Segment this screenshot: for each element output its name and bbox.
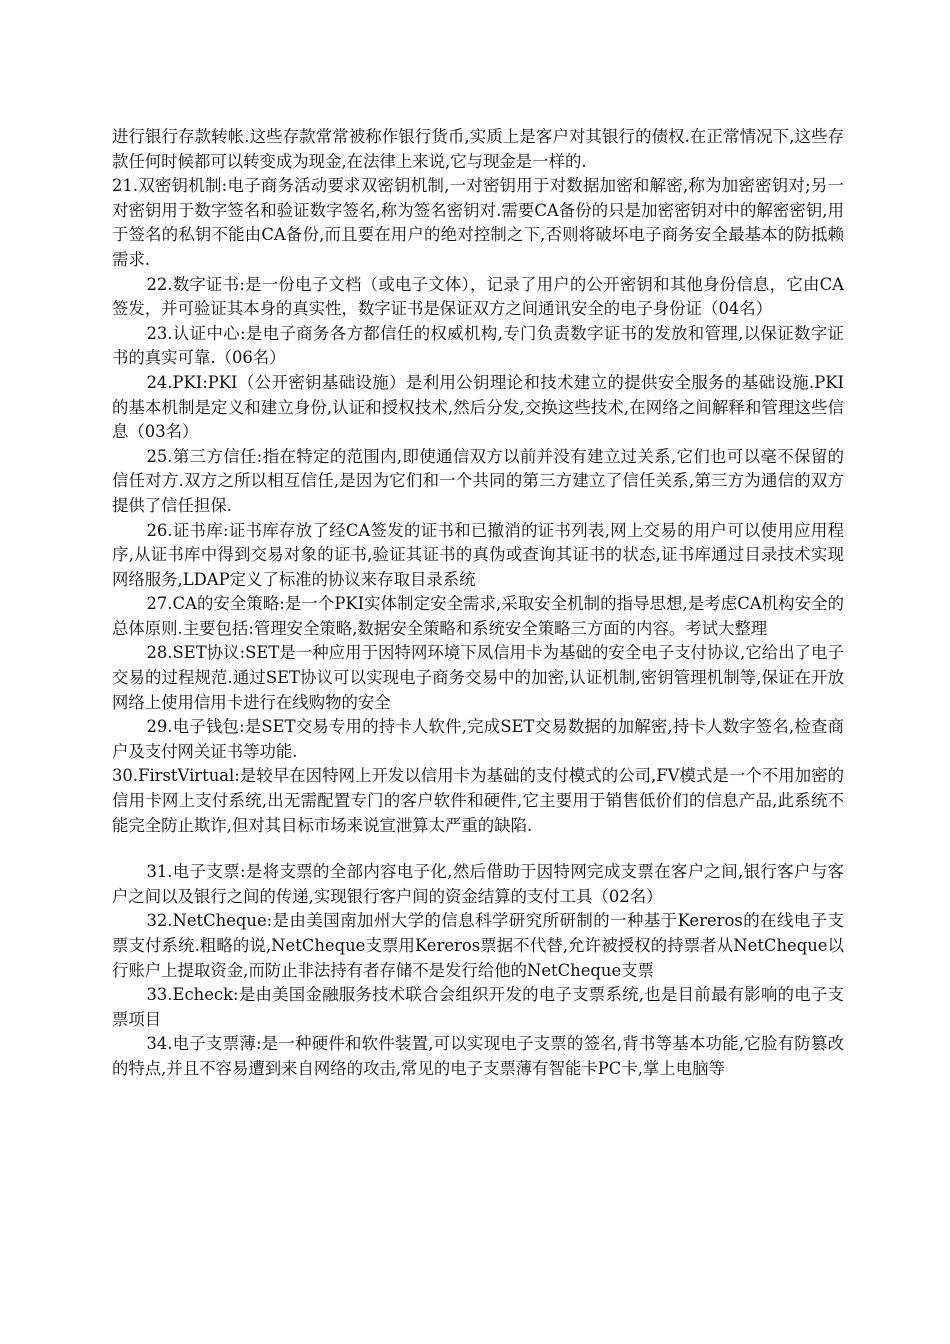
paragraph-26: 26.证书库:证书库存放了经CA签发的证书和已撤消的证书列表,网上交易的用户可以使用应用程序,从证书库中得到交易对象的证书,验证其证书的真伪或查询其证书的状态,证书库通过目录技术实现网络服务,LDAP定义了标准的协议来存取目录系统	[112, 520, 844, 589]
paragraph-33: 33.Echeck:是由美国金融服务技术联合会组织开发的电子支票系统,也是目前最有影响的电子支票项目	[112, 985, 844, 1029]
paragraph-27: 27.CA的安全策略:是一个PKI实体制定安全需求,采取安全机制的指导思想,是考虑CA机构安全的总体原则.主要包括:管理安全策略,数据安全策略和系统安全策略三方面的内容。考试大整理	[112, 594, 844, 638]
paragraph-25: 25.第三方信任:指在特定的范围内,即使通信双方以前并没有建立过关系,它们也可以毫不保留的信任对方.双方之所以相互信任,是因为它们和一个共同的第三方建立了信任关系,第三方为通信的双方提供了信任担保.	[112, 446, 844, 515]
paragraph-32: 32.NetCheque:是由美国南加州大学的信息科学研究所研制的一种基于Kereros的在线电子支票支付系统.粗略的说,NetCheque支票用Kereros票据不代替,允许被授权的持票者从NetCheque以行账户上提取资金,而防止非法持有者存储不是发行给他的NetCheque支票	[112, 911, 844, 980]
paragraph-gap	[112, 838, 844, 860]
paragraph-28: 28.SET协议:SET是一种应用于因特网环境下凤信用卡为基础的安全电子支付协议,它给出了电子交易的过程规范.通过SET协议可以实现电子商务交易中的加密,认证机制,密钥管理机制等,保证在开放网络上使用信用卡进行在线购物的安全	[112, 643, 844, 712]
paragraph-23: 23.认证中心:是电子商务各方都信任的权威机构,专门负责数字证书的发放和管理,以保证数字证书的真实可靠.（06名）	[112, 323, 844, 368]
paragraph-intro: 进行银行存款转帐.这些存款常常被称作银行货币,实质上是客户对其银行的债权.在正常情况下,这些存款任何时候都可以转变成为现金,在法律上来说,它与现金是一样的.	[112, 127, 844, 171]
paragraph-34: 34.电子支票薄:是一种硬件和软件装置,可以实现电子支票的签名,背书等基本功能,它脸有防篡改的特点,并且不容易遭到来自网络的攻击,常见的电子支票薄有智能卡PC卡,掌上电脑等	[112, 1034, 844, 1078]
document-body	[112, 125, 844, 1082]
paragraph-22: 22.数字证书:是一份电子文档（或电子文体），记录了用户的公开密钥和其他身份信息，它由CA签发，并可验证其本身的真实性，数字证书是保证双方之间通讯安全的电子身份证（04名）	[112, 274, 844, 319]
paragraph-29: 29.电子钱包:是SET交易专用的持卡人软件,完成SET交易数据的加解密,持卡人数字签名,检查商户及支付网关证书等功能.	[112, 717, 844, 761]
paragraph-31: 31.电子支票:是将支票的全部内容电子化,然后借助于因特网完成支票在客户之间,银行客户与客户之间以及银行之间的传递,实现银行客户间的资金结算的支付工具（02名）	[112, 862, 844, 906]
paragraph-24: 24.PKI:PKI（公开密钥基础设施）是利用公钥理论和技术建立的提供安全服务的基础设施.PKI的基本机制是定义和建立身份,认证和授权技术,然后分发,交换这些技术,在网络之间解释和管理这些信息（03名）	[112, 372, 844, 442]
paragraph-30: 30.FirstVirtual:是较早在因特网上开发以信用卡为基础的支付模式的公司,FV模式是一个不用加密的信用卡网上支付系统,出无需配置专门的客户软件和硬件,它主要用于销售低价们的信息产品,此系统不能完全防止欺诈,但对其目标市场来说宣泄算太严重的缺陷.	[112, 766, 844, 835]
paragraph-21: 21.双密钥机制:电子商务活动要求双密钥机制,一对密钥用于对数据加密和解密,称为加密密钥对;另一对密钥用于数字签名和验证数字签名,称为签名密钥对.需要CA备份的只是加密密钥对中的解密密钥,用于签名的私钥不能由CA备份,而且要在用户的绝对控制之下,否则将破坏电子商务安全最基本的防抵赖需求.	[112, 176, 844, 269]
